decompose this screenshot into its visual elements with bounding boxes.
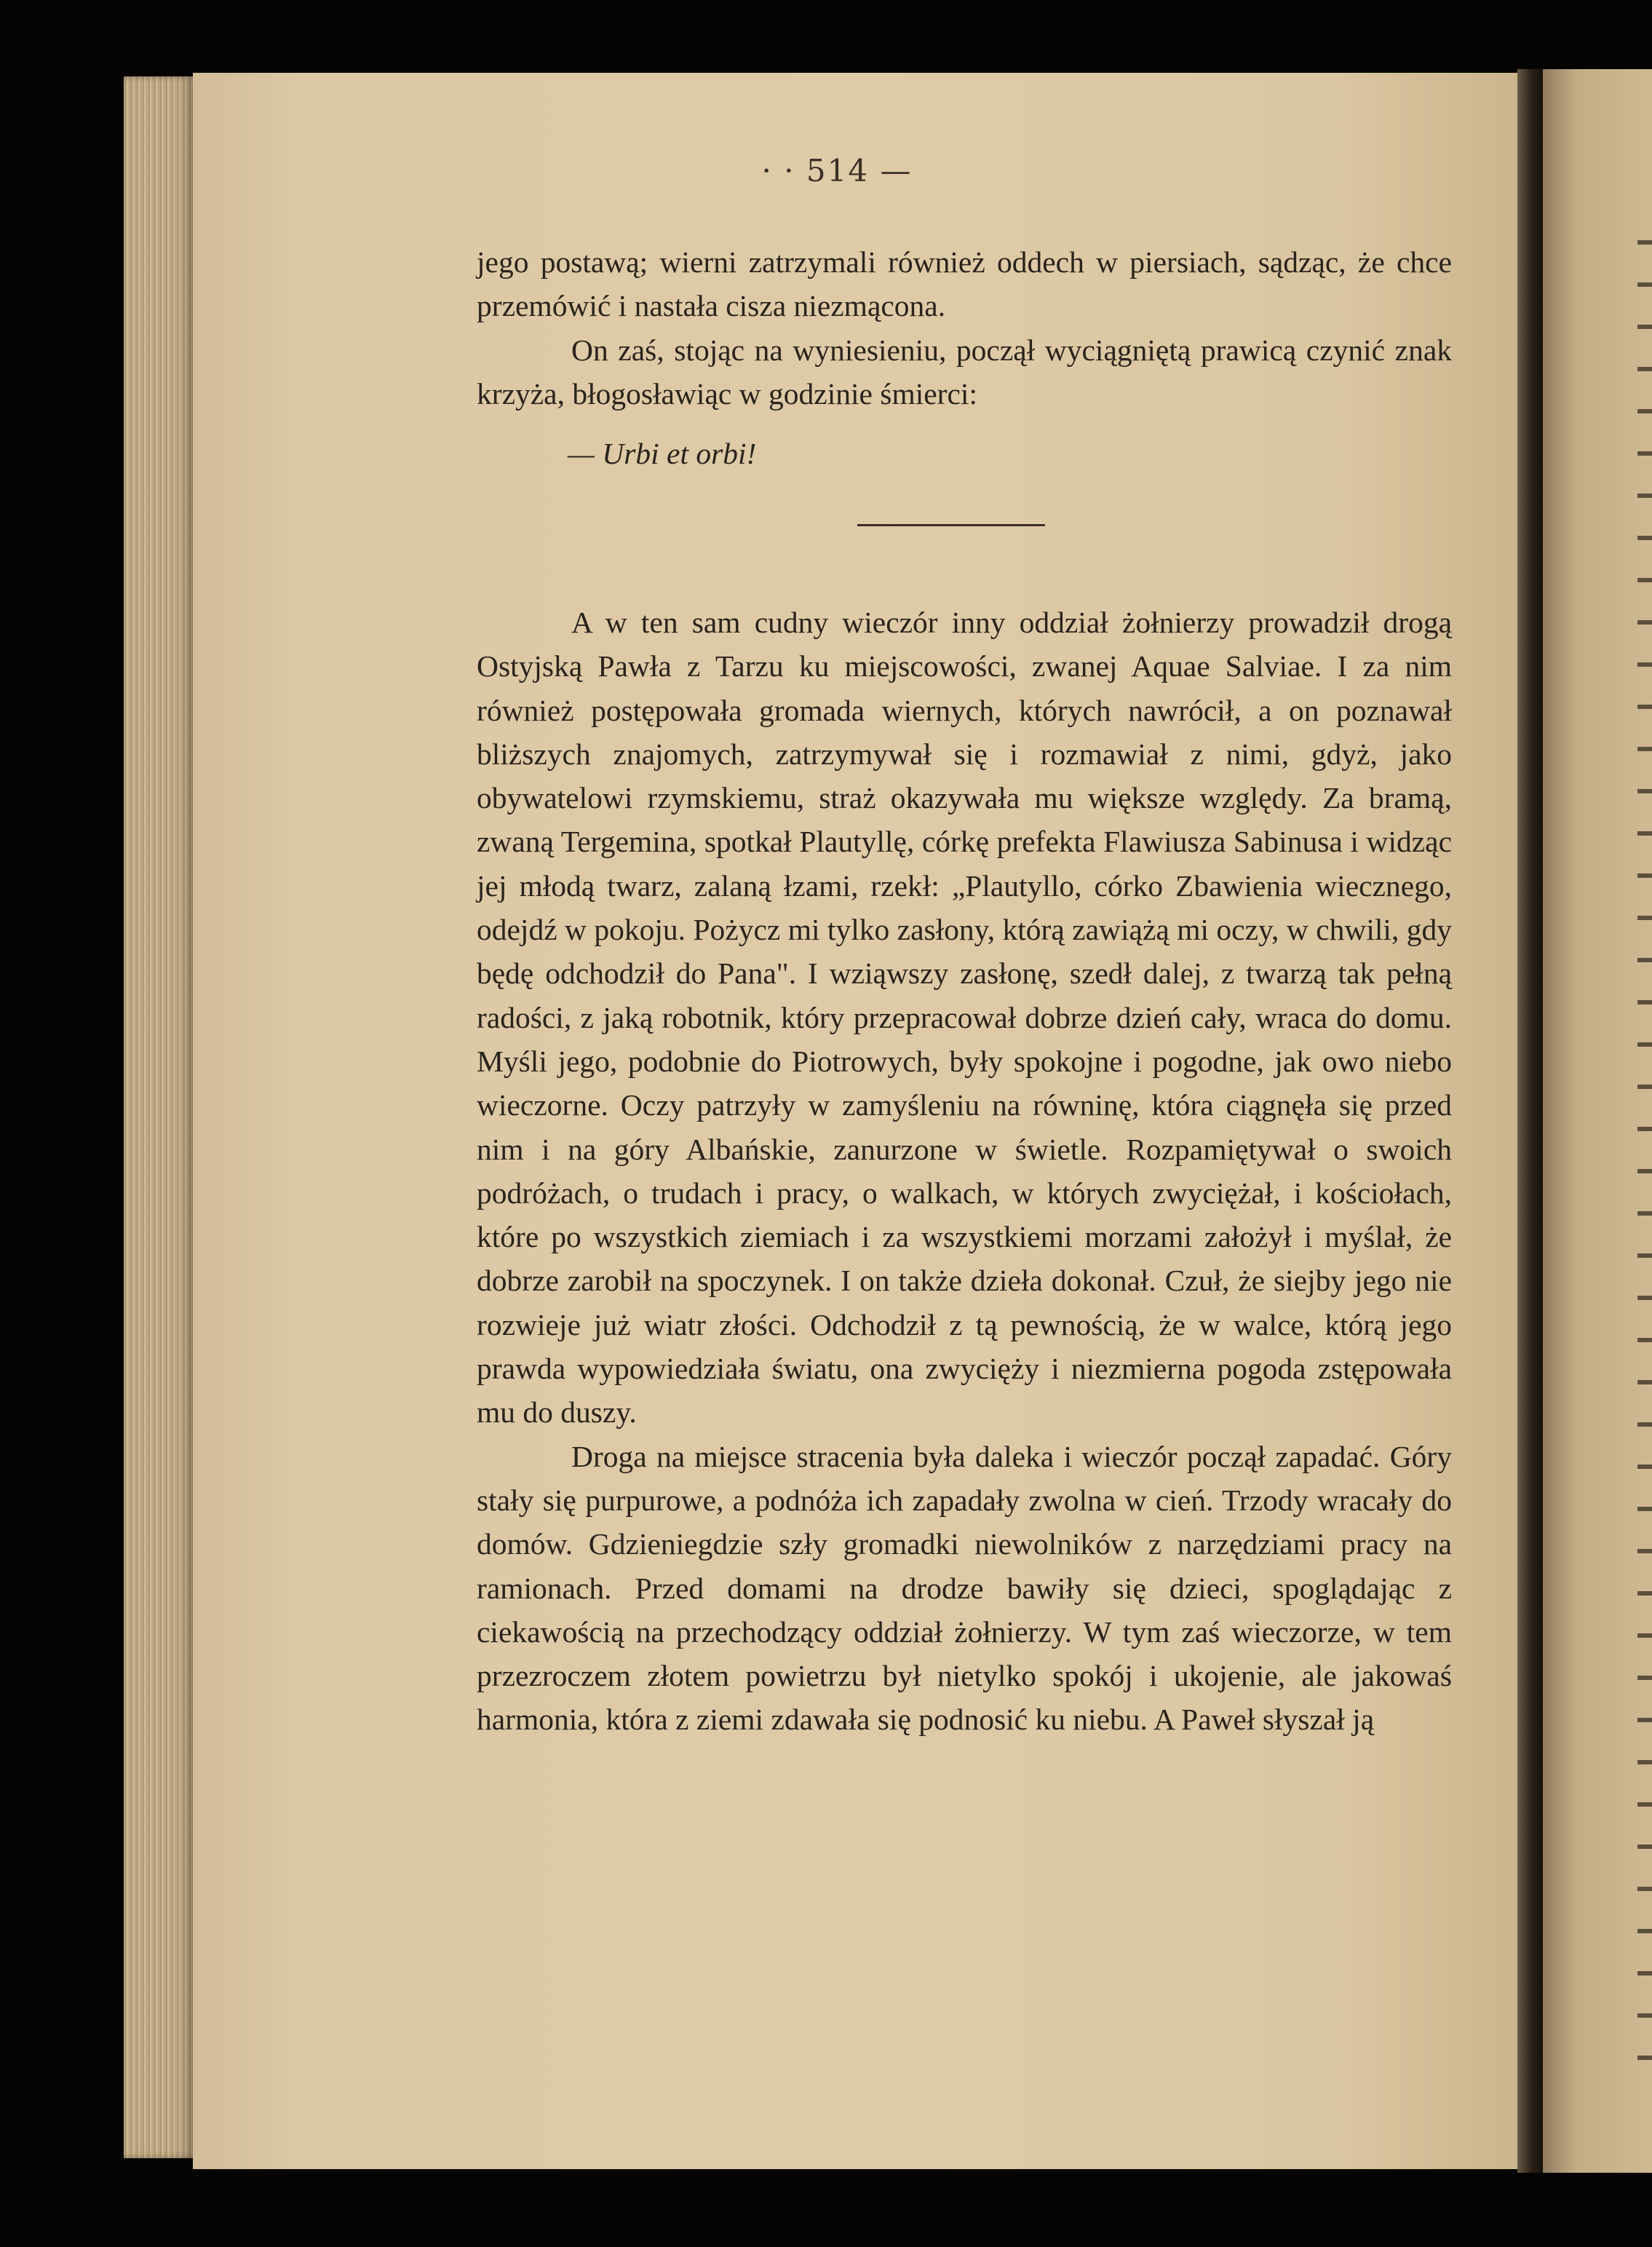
main-text: [477, 601, 1452, 1742]
paragraph-evening-road: Droga na miejsce stracenia była daleka i wieczór począł zapadać. Góry stały się purpurowe, a podnóża ich zapadały zwolna w cień. Trzody wracały do domów. Gdzieniegdzie szły gromadki niewolników z narzędziami pracy na ramionach. Przed domami na drodze bawiły się dzieci, spoglądając z ciekawością na przechodzący oddział żołnierzy. W tym zaś wieczorze, w tem przezroczem złotem powietrzu był nietylko spokój i ukojenie, ale jakowaś harmonia, która z ziemi zdawała się podnosić ku niebu. A Paweł słyszał ją: [477, 1439, 1452, 1737]
urbi-et-orbi-line: — Urbi et orbi!: [568, 437, 757, 470]
paragraph-blessing: On zaś, stojąc na wyniesieniu, począł wyciągniętą prawicą czynić znak krzyża, błogosławiąc w godzinie śmierci:: [477, 333, 1452, 411]
facing-page: [1543, 69, 1652, 2173]
opening-text: [477, 240, 1452, 416]
paragraph-continuation: jego postawą; wierni zatrzymali również oddech w piersiach, sądząc, że chce przemówić i nastała cisza niezmącona.: [477, 245, 1452, 323]
page-edges: [124, 76, 204, 2158]
section-divider: [857, 524, 1045, 526]
page-number: · · 514 —: [761, 153, 913, 189]
book-gutter: [1517, 69, 1546, 2173]
facing-page-text-fragments: [1637, 240, 1652, 2060]
paragraph-paul-journey: A w ten sam cudny wieczór inny oddział żołnierzy prowadził drogą Ostyjską Pawła z Tarzu ku miejscowości, zwanej Aquae Salviae. I za nim również postępowała gromada wiernych, których nawrócił, a on poznawał bliższych znajomych, zatrzymywał się i rozmawiał z nimi, gdyż, jako obywatelowi rzymskiemu, straż okazywała mu większe względy. Za bramą, zwaną Tergemina, spotkał Plautyllę, córkę prefekta Flawiusza Sabinusa i widząc jej młodą twarz, zalaną łzami, rzekł: „Plautyllo, córko Zbawienia wiecznego, odejdź w pokoju. Pożycz mi tylko zasłony, którą zawiążą mi oczy, w chwili, gdy będę odchodził do Pana". I wziąwszy zasłonę, szedł dalej, z twarzą tak pełną radości, z jaką robotnik, który przepracował dobrze dzień cały, wraca do domu. Myśli jego, podobnie do Piotrowych, były spokojne i pogodne, jak owo niebo wieczorne. Oczy patrzyły w zamyśleniu na równinę, która ciągnęła się przed nim i na góry Albańskie, zanurzone w świetle. Rozpamiętywał o swoich podróżach, o trudach i pracy, o walkach, w których zwyciężał, i kościołach, które po wszystkich ziemiach i za wszystkiemi morzami założył i myślał, że dobrze zarobił na spoczynek. I on także dzieła dokonał. Czuł, że siejby jego nie rozwieje już wiatr złości. Odchodził z tą pewnością, że w walce, którą jego prawda wypowiedziała światu, ona zwycięży i niezmierna pogoda zstępowała mu do duszy.: [477, 606, 1452, 1430]
